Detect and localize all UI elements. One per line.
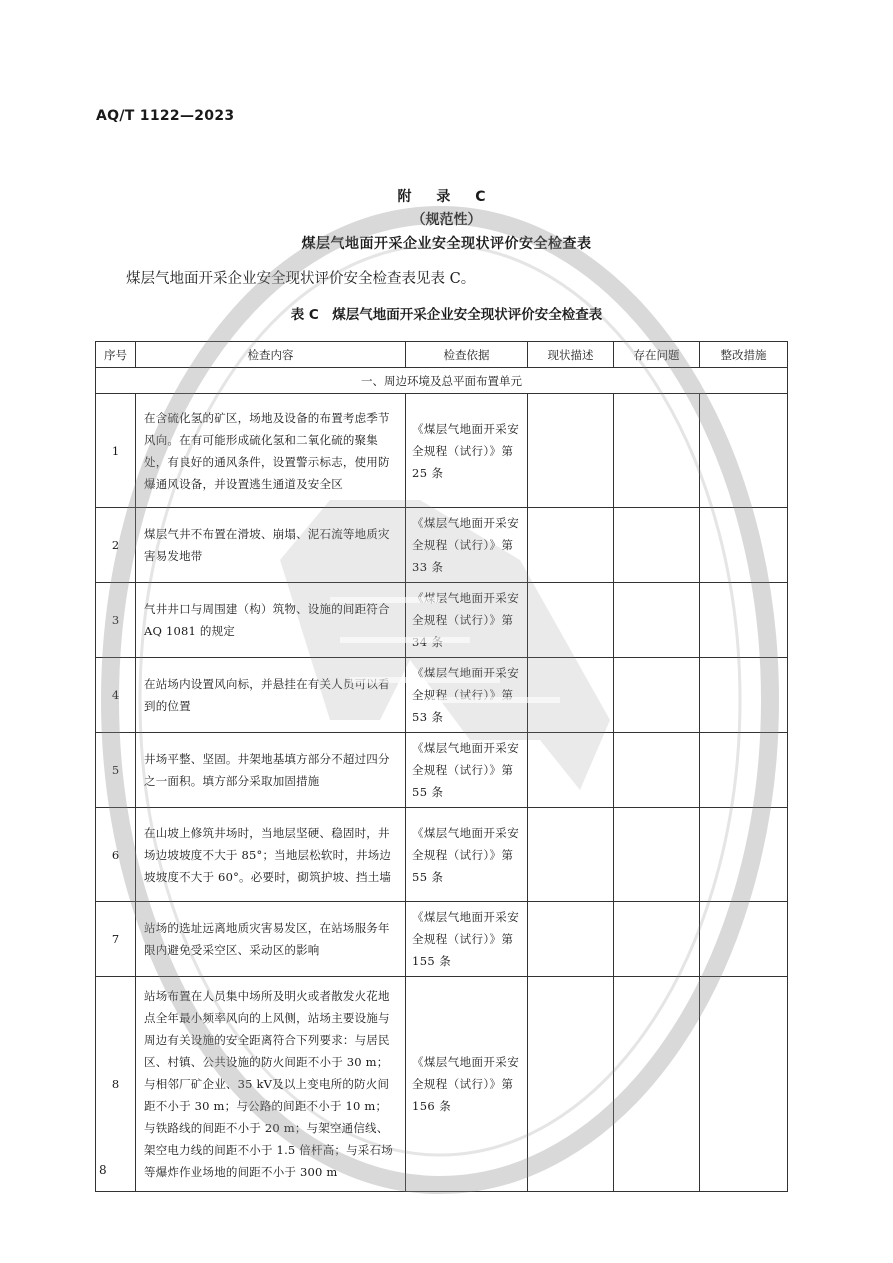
safety-checklist-table: [95, 341, 788, 1192]
row-measures: [700, 902, 788, 977]
row-no: 2: [96, 508, 136, 583]
row-basis: 《煤层气地面开采安全规程（试行）》第 55 条: [406, 808, 528, 902]
row-basis: 《煤层气地面开采安全规程（试行）》第 33 条: [406, 508, 528, 583]
row-status: [528, 808, 614, 902]
row-content: 井场平整、坚固。井架地基填方部分不超过四分之一面积。填方部分采取加固措施: [136, 733, 406, 808]
row-issues: [614, 977, 700, 1192]
row-no: 3: [96, 583, 136, 658]
row-content: 煤层气井不布置在滑坡、崩塌、泥石流等地质灾害易发地带: [136, 508, 406, 583]
row-measures: [700, 977, 788, 1192]
row-no: 7: [96, 902, 136, 977]
row-basis: 《煤层气地面开采安全规程（试行）》第 25 条: [406, 394, 528, 508]
row-measures: [700, 508, 788, 583]
table-row: [96, 808, 788, 902]
table-row: [96, 902, 788, 977]
row-content: 站场的选址远离地质灾害易发区，在站场服务年限内避免受采空区、采动区的影响: [136, 902, 406, 977]
table-caption: 表 C 煤层气地面开采企业安全现状评价安全检查表: [290, 307, 603, 323]
table-row: [96, 658, 788, 733]
row-measures: [700, 658, 788, 733]
row-no: 4: [96, 658, 136, 733]
row-content: 站场布置在人员集中场所及明火或者散发火花地点全年最小频率风向的上风侧，站场主要设施与周边有关设施的安全距离符合下列要求：与居民区、村镇、公共设施的防火间距不小于 30 m；与相邻厂矿企业、35 kV及以上变电所的防火间距不小于 30 m；与公路的间距不小于 10 m；与铁路线的间距不小于 20 m；与架空通信线、架空电力线的间距不小于 1.5 倍杆高；与采石场等爆炸作业场地的间距不小于 300 m: [136, 977, 406, 1192]
page-number: 8: [99, 1163, 107, 1177]
row-status: [528, 902, 614, 977]
section-title: 一、周边环境及总平面布置单元: [96, 368, 788, 394]
appendix-label: 附 录 C: [397, 189, 496, 205]
col-header-measures: 整改措施: [700, 342, 788, 368]
row-issues: [614, 583, 700, 658]
row-status: [528, 583, 614, 658]
row-status: [528, 733, 614, 808]
appendix-type: （规范性）: [411, 212, 482, 228]
table-row: [96, 394, 788, 508]
row-basis: 《煤层气地面开采安全规程（试行）》第 156 条: [406, 977, 528, 1192]
row-content: 在站场内设置风向标，并悬挂在有关人员可以看到的位置: [136, 658, 406, 733]
row-status: [528, 977, 614, 1192]
table-row: [96, 583, 788, 658]
col-header-no: 序号: [96, 342, 136, 368]
row-basis: 《煤层气地面开采安全规程（试行）》第 34 条: [406, 583, 528, 658]
row-no: 8: [96, 977, 136, 1192]
row-no: 5: [96, 733, 136, 808]
row-measures: [700, 394, 788, 508]
col-header-status: 现状描述: [528, 342, 614, 368]
table-row: [96, 977, 788, 1192]
col-header-content: 检查内容: [136, 342, 406, 368]
row-issues: [614, 733, 700, 808]
row-basis: 《煤层气地面开采安全规程（试行）》第 155 条: [406, 902, 528, 977]
row-issues: [614, 508, 700, 583]
row-issues: [614, 658, 700, 733]
row-issues: [614, 808, 700, 902]
row-content: 在含硫化氢的矿区，场地及设备的布置考虑季节风向。在有可能形成硫化氢和二氧化硫的聚集处，有良好的通风条件，设置警示标志，使用防爆通风设备，并设置逃生通道及安全区: [136, 394, 406, 508]
row-measures: [700, 808, 788, 902]
standard-code: AQ/T 1122—2023: [96, 108, 235, 124]
table-row: [96, 733, 788, 808]
row-basis: 《煤层气地面开采安全规程（试行）》第 53 条: [406, 658, 528, 733]
col-header-basis: 检查依据: [406, 342, 528, 368]
row-content: 气井井口与周围建（构）筑物、设施的间距符合 AQ 1081 的规定: [136, 583, 406, 658]
row-issues: [614, 902, 700, 977]
row-issues: [614, 394, 700, 508]
row-basis: 《煤层气地面开采安全规程（试行）》第 55 条: [406, 733, 528, 808]
row-content: 在山坡上修筑井场时，当地层坚硬、稳固时，井场边坡坡度不大于 85°；当地层松软时，井场边坡坡度不大于 60°。必要时，砌筑护坡、挡土墙: [136, 808, 406, 902]
row-status: [528, 658, 614, 733]
row-status: [528, 508, 614, 583]
table-row: [96, 508, 788, 583]
intro-paragraph: 煤层气地面开采企业安全现状评价安全检查表见表 C。: [126, 271, 476, 287]
col-header-issues: 存在问题: [614, 342, 700, 368]
row-measures: [700, 733, 788, 808]
row-measures: [700, 583, 788, 658]
section-row: [96, 368, 788, 394]
row-no: 1: [96, 394, 136, 508]
appendix-title: 煤层气地面开采企业安全现状评价安全检查表: [301, 236, 592, 252]
row-no: 6: [96, 808, 136, 902]
table-header-row: [96, 342, 788, 368]
row-status: [528, 394, 614, 508]
